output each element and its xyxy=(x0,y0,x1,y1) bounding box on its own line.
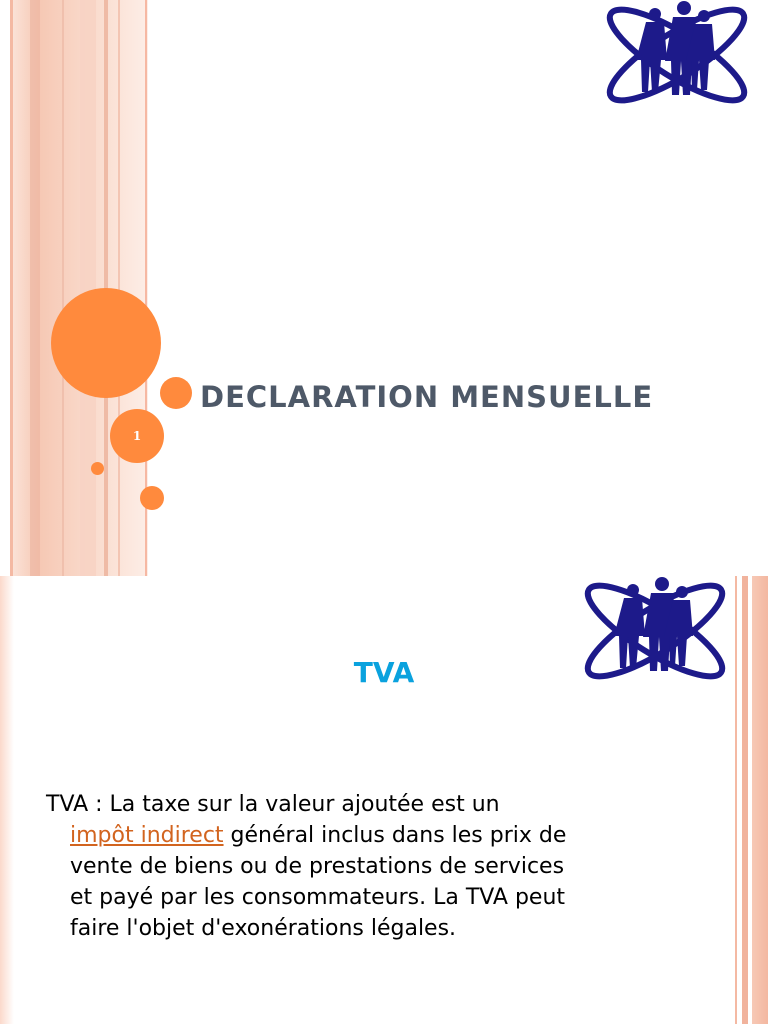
decorative-stripe xyxy=(10,0,13,576)
impot-indirect-link[interactable]: impôt indirect xyxy=(70,823,224,848)
decorative-stripe xyxy=(118,0,120,576)
decorative-stripe xyxy=(62,0,64,576)
slide-title: DECLARATION MENSUELLE xyxy=(200,380,654,414)
slide-number: 1 xyxy=(132,429,142,443)
decorative-band xyxy=(0,576,14,1024)
decorative-circle-small xyxy=(140,486,164,510)
slide-number-badge xyxy=(110,409,164,463)
decorative-stripe xyxy=(30,0,40,576)
body-line: vente de biens ou de prestations de services xyxy=(70,854,565,879)
slide-title: TVA xyxy=(353,656,415,689)
decorative-stripe xyxy=(80,0,96,576)
decorative-circle-large xyxy=(51,288,161,398)
body-line: TVA : La taxe sur la valeur ajoutée est un xyxy=(46,792,500,817)
decorative-band xyxy=(752,576,768,1024)
decorative-circle-tiny xyxy=(91,462,104,475)
decorative-stripe xyxy=(742,576,748,1024)
decorative-circle-small xyxy=(160,377,192,409)
business-team-logo-icon xyxy=(592,0,762,110)
body-line: et payé par les consommateurs. La TVA peut xyxy=(70,885,566,910)
body-line: faire l'objet d'exonérations légales. xyxy=(70,916,457,941)
slide-2 xyxy=(0,576,768,1024)
body-text-fragment: général inclus dans les prix de xyxy=(223,823,567,848)
body-line xyxy=(46,820,686,851)
slide-body-text xyxy=(46,789,686,944)
